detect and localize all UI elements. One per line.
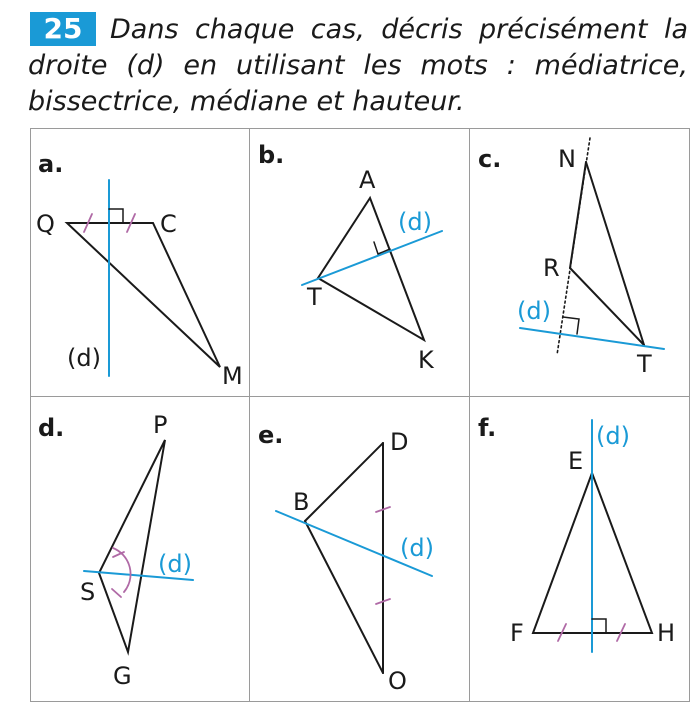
line-label: (d) [398, 208, 432, 236]
right-angle-mark [109, 209, 123, 223]
exercise-number: 25 [30, 12, 96, 46]
cell-letter: b. [258, 141, 285, 169]
point-label: D [390, 428, 409, 456]
line-d [302, 231, 442, 285]
point-label: F [510, 619, 524, 647]
line-label: (d) [158, 550, 192, 578]
point-label: N [558, 145, 576, 173]
point-label: G [113, 662, 132, 690]
point-label: A [359, 166, 376, 194]
figure-f [533, 420, 652, 652]
point-label: T [307, 283, 322, 311]
line-label: (d) [596, 422, 630, 450]
point-label: R [543, 254, 560, 282]
point-label: K [418, 346, 434, 374]
point-label: Q [36, 210, 55, 238]
point-label: S [80, 578, 96, 606]
figure-d [84, 440, 193, 652]
line-label: (d) [517, 297, 551, 325]
point-label: M [222, 362, 243, 390]
line-label: (d) [67, 344, 101, 372]
triangle-psg [99, 440, 165, 652]
exercise-instruction: Dans chaque cas, décris précisément la droite (d) en utilisant les mots : médiatrice, bissectrice, médiane et hauteur. [28, 14, 688, 117]
segment-nr [570, 162, 586, 268]
segment-bd [305, 443, 383, 521]
point-label: C [160, 210, 177, 238]
cell-letter: c. [478, 145, 502, 173]
tick-mark [112, 589, 121, 597]
point-label: P [153, 411, 168, 439]
point-label: H [657, 619, 676, 647]
angle-arc [113, 548, 131, 592]
segment-nt [586, 162, 644, 345]
point-label: B [293, 488, 310, 516]
right-angle-mark [563, 317, 579, 334]
line-label: (d) [400, 534, 434, 562]
segment-rt [570, 268, 644, 345]
right-angle-mark [592, 619, 606, 633]
point-label: E [568, 447, 584, 475]
cell-letter: d. [38, 414, 65, 442]
point-label: O [388, 667, 407, 695]
cell-letter: e. [258, 421, 284, 449]
point-label: T [637, 350, 652, 378]
segment-bo [305, 521, 383, 673]
cell-letter: a. [38, 150, 64, 178]
cell-letter: f. [478, 414, 497, 442]
